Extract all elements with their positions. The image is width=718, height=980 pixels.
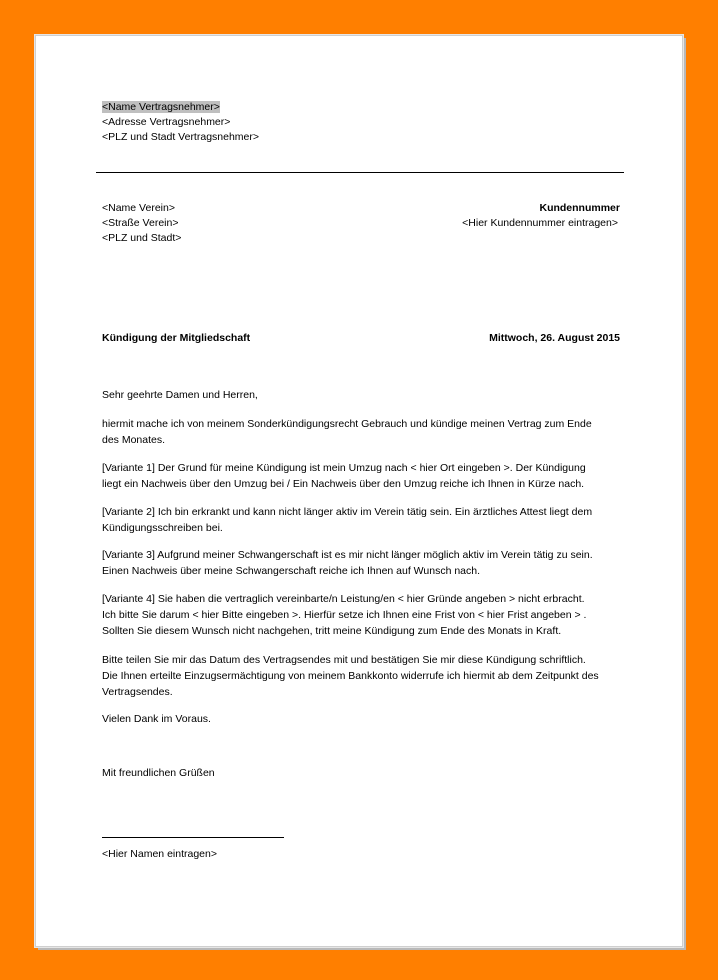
recipient-city: <PLZ und Stadt> [102, 232, 182, 244]
recipient-name: <Name Verein> [102, 202, 175, 214]
customer-number-value: <Hier Kundennummer eintragen> [462, 217, 618, 229]
signature-name: <Hier Namen eintragen> [102, 848, 217, 860]
recipient-block [102, 201, 181, 246]
closing: Mit freundlichen Grüßen [102, 767, 215, 779]
salutation: Sehr geehrte Damen und Herren, [102, 389, 258, 401]
subject-line: Kündigung der Mitgliedschaft [102, 332, 251, 344]
header-divider [96, 172, 624, 173]
paragraph-variante-2: [Variante 2] Ich bin erkrankt und kann nicht länger aktiv im Verein tätig sein. Ein ärztliches Attest liegt dem Kündigungsschreiben bei. [102, 506, 593, 534]
customer-number-label: Kundennummer [539, 202, 620, 214]
sender-block [102, 100, 259, 145]
paragraph-variante-4: [Variante 4] Sie haben die vertraglich vereinbarte/n Leistung/en < hier Gründe angeben > nicht erbracht. Ich bitte Sie darum < hier Bitte eingeben >. Hierfür setze ich Ihnen eine Frist von < hier Frist angeben > . Sollten Sie diesem Wunsch nicht nachgehen, tritt meine Kündigung zum Ende des Monats in Kraft. [102, 593, 587, 637]
letter-page [35, 35, 683, 947]
paragraph-thanks: Vielen Dank im Voraus. [102, 713, 211, 725]
signature-line [102, 837, 284, 838]
sender-name: <Name Vertragsnehmer> [102, 101, 220, 113]
paragraph-confirmation: Bitte teilen Sie mir das Datum des Vertragsendes mit und bestätigen Sie mir diese Kündigung schriftlich. Die Ihnen erteilte Einzugsermächtigung von meinem Bankkonto widerrufe ich hiermit ab dem Zeitpunkt des Vertragsendes. [102, 654, 599, 698]
recipient-street: <Straße Verein> [102, 217, 179, 229]
paragraph-variante-1: [Variante 1] Der Grund für meine Kündigung ist mein Umzug nach < hier Ort eingeben >. Der Kündigung liegt ein Nachweis über den Umzug bei / Ein Nachweis über den Umzug reiche ich Ihnen in Kürze nach. [102, 462, 586, 490]
paragraph-variante-3: [Variante 3] Aufgrund meiner Schwangerschaft ist es mir nicht länger möglich aktiv im Verein tätig zu sein. Einen Nachweis über meine Schwangerschaft reiche ich Ihnen auf Wunsch nach. [102, 549, 593, 577]
sender-address: <Adresse Vertragsnehmer> [102, 116, 231, 128]
sender-city: <PLZ und Stadt Vertragsnehmer> [102, 131, 260, 143]
paragraph-intro: hiermit mache ich von meinem Sonderkündigungsrecht Gebrauch und kündige meinen Vertrag zum Ende des Monates. [102, 418, 592, 446]
customer-number-block [462, 201, 620, 231]
letter-date: Mittwoch, 26. August 2015 [489, 332, 620, 344]
